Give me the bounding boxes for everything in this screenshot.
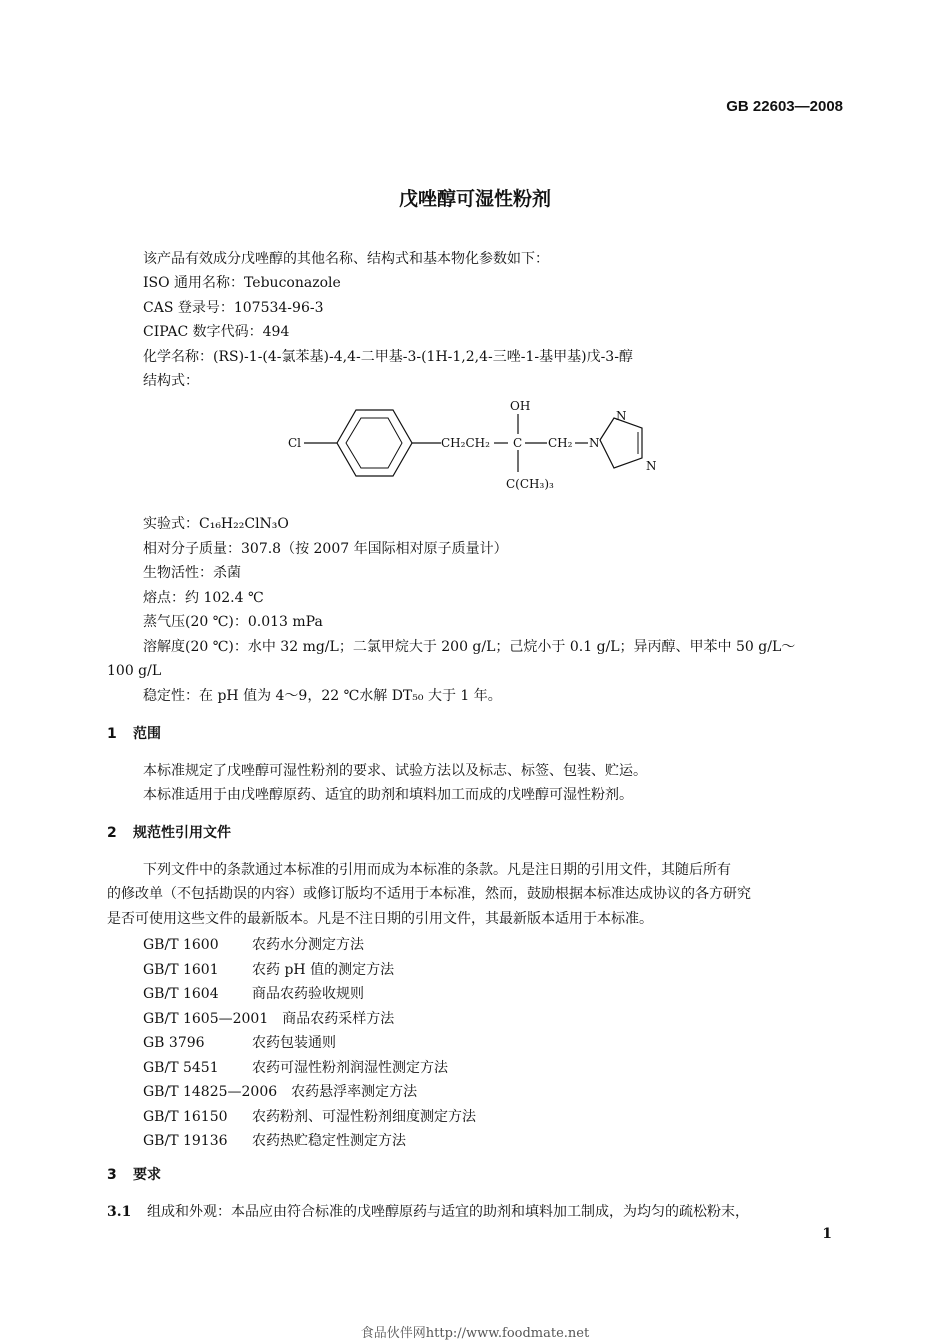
cas-number: CAS 登录号：107534-96-3 [143, 300, 324, 316]
reference-title: 农药水分测定方法 [252, 937, 364, 953]
reference-title: 农药可湿性粉剂润湿性测定方法 [252, 1059, 448, 1076]
iso-name: ISO 通用名称：Tebuconazole [143, 275, 341, 291]
document-title: 戊唑醇可湿性粉剂 [398, 188, 551, 210]
structure-n3: N [646, 459, 657, 473]
melting-point: 熔点：约 102.4 ℃ [143, 590, 264, 606]
standard-number: GB 22603—2008 [726, 98, 843, 115]
reference-code: GB/T 1600 [143, 937, 219, 953]
reference-title: 商品农药验收规则 [252, 986, 364, 1002]
structure-ch2ch2: CH₂CH₂ [441, 436, 490, 450]
section-3-heading: 3 要求 [107, 1167, 161, 1183]
reference-item [143, 983, 364, 1003]
section-1-heading: 1 范围 [107, 726, 161, 742]
structure-cl: Cl [288, 436, 302, 450]
structure-n2: N [616, 409, 627, 423]
structure-label: 结构式： [143, 373, 199, 389]
reference-title: 农药热贮稳定性测定方法 [252, 1133, 406, 1149]
reference-code: GB/T 1601 [143, 961, 219, 978]
section-2-para-1: 下列文件中的条款通过本标准的引用而成为本标准的条款。凡是注日期的引用文件，其随后所有 [143, 862, 731, 878]
intro-lead: 该产品有效成分戊唑醇的其他名称、结构式和基本物化参数如下： [143, 251, 549, 267]
structure-n1: N [589, 436, 600, 450]
vapor-pressure: 蒸气压(20 ℃)：0.013 mPa [143, 614, 323, 630]
stability: 稳定性：在 pH 值为 4～9，22 ℃水解 DT₅₀ 大于 1 年。 [143, 688, 502, 704]
reference-title: 农药 pH 值的测定方法 [252, 961, 395, 978]
section-3-1: 3.1 组成和外观：本品应由符合标准的戊唑醇原药与适宜的助剂和填料加工制成，为均匀的疏松粉末， [107, 1204, 749, 1220]
section-2-para-2: 的修改单（不包括勘误的内容）或修订版均不适用于本标准，然而，鼓励根据本标准达成协议的各方研究 [107, 886, 751, 902]
bio-activity: 生物活性：杀菌 [143, 565, 241, 581]
reference-item [143, 1032, 336, 1052]
footer-watermark: 食品伙伴网http://www.foodmate.net [360, 1326, 590, 1341]
structure-oh: OH [510, 399, 531, 413]
section-1-para-2: 本标准适用于由戊唑醇原药、适宜的助剂和填料加工而成的戊唑醇可湿性粉剂。 [143, 787, 633, 803]
reference-title: 商品农药采样方法 [282, 1010, 395, 1027]
reference-code: GB/T 19136 [143, 1133, 228, 1149]
section-2-para-3: 是否可使用这些文件的最新版本。凡是不注日期的引用文件，其最新版本适用于本标准。 [107, 911, 653, 927]
reference-code: GB/T 5451 [143, 1059, 219, 1076]
reference-item [143, 1106, 476, 1126]
structural-formula [280, 392, 680, 502]
section-2-heading: 2 规范性引用文件 [107, 825, 231, 841]
section-1-para-1: 本标准规定了戊唑醇可湿性粉剂的要求、试验方法以及标志、标签、包装、贮运。 [143, 763, 647, 779]
structure-ch2: CH₂ [548, 436, 573, 450]
structure-cch3: C(CH₃)₃ [506, 477, 554, 491]
reference-item [143, 1008, 394, 1028]
reference-item [143, 959, 394, 979]
reference-item [143, 1081, 417, 1101]
reference-item [143, 1130, 406, 1150]
formula-line: 实验式：C₁₆H₂₂ClN₃O [143, 516, 289, 532]
reference-title: 农药悬浮率测定方法 [291, 1084, 418, 1100]
molecular-mass: 相对分子质量：307.8（按 2007 年国际相对原子质量计） [143, 541, 508, 557]
reference-title: 农药粉剂、可湿性粉剂细度测定方法 [252, 1108, 476, 1125]
structure-c: C [513, 436, 523, 450]
reference-item [143, 1057, 448, 1077]
reference-title: 农药包装通则 [252, 1035, 336, 1051]
cipac-code: CIPAC 数字代码：494 [143, 324, 290, 340]
reference-code: GB/T 1605—2001 [143, 1010, 269, 1027]
solubility-line-1: 溶解度(20 ℃)：水中 32 mg/L；二氯甲烷大于 200 g/L；己烷小于 0.1 g/L；异丙醇、甲苯中 50 g/L～ [143, 639, 796, 655]
page-number: 1 [822, 1226, 832, 1242]
reference-code: GB/T 14825—2006 [143, 1084, 278, 1100]
chemical-name: 化学名称：(RS)-1-(4-氯苯基)-4,4-二甲基-3-(1H-1,2,4-三唑-1-基甲基)戊-3-醇 [143, 349, 633, 365]
solubility-line-2: 100 g/L [107, 663, 162, 679]
reference-code: GB/T 1604 [143, 986, 219, 1002]
reference-code: GB 3796 [143, 1035, 205, 1051]
reference-item [143, 934, 364, 954]
reference-code: GB/T 16150 [143, 1108, 228, 1125]
